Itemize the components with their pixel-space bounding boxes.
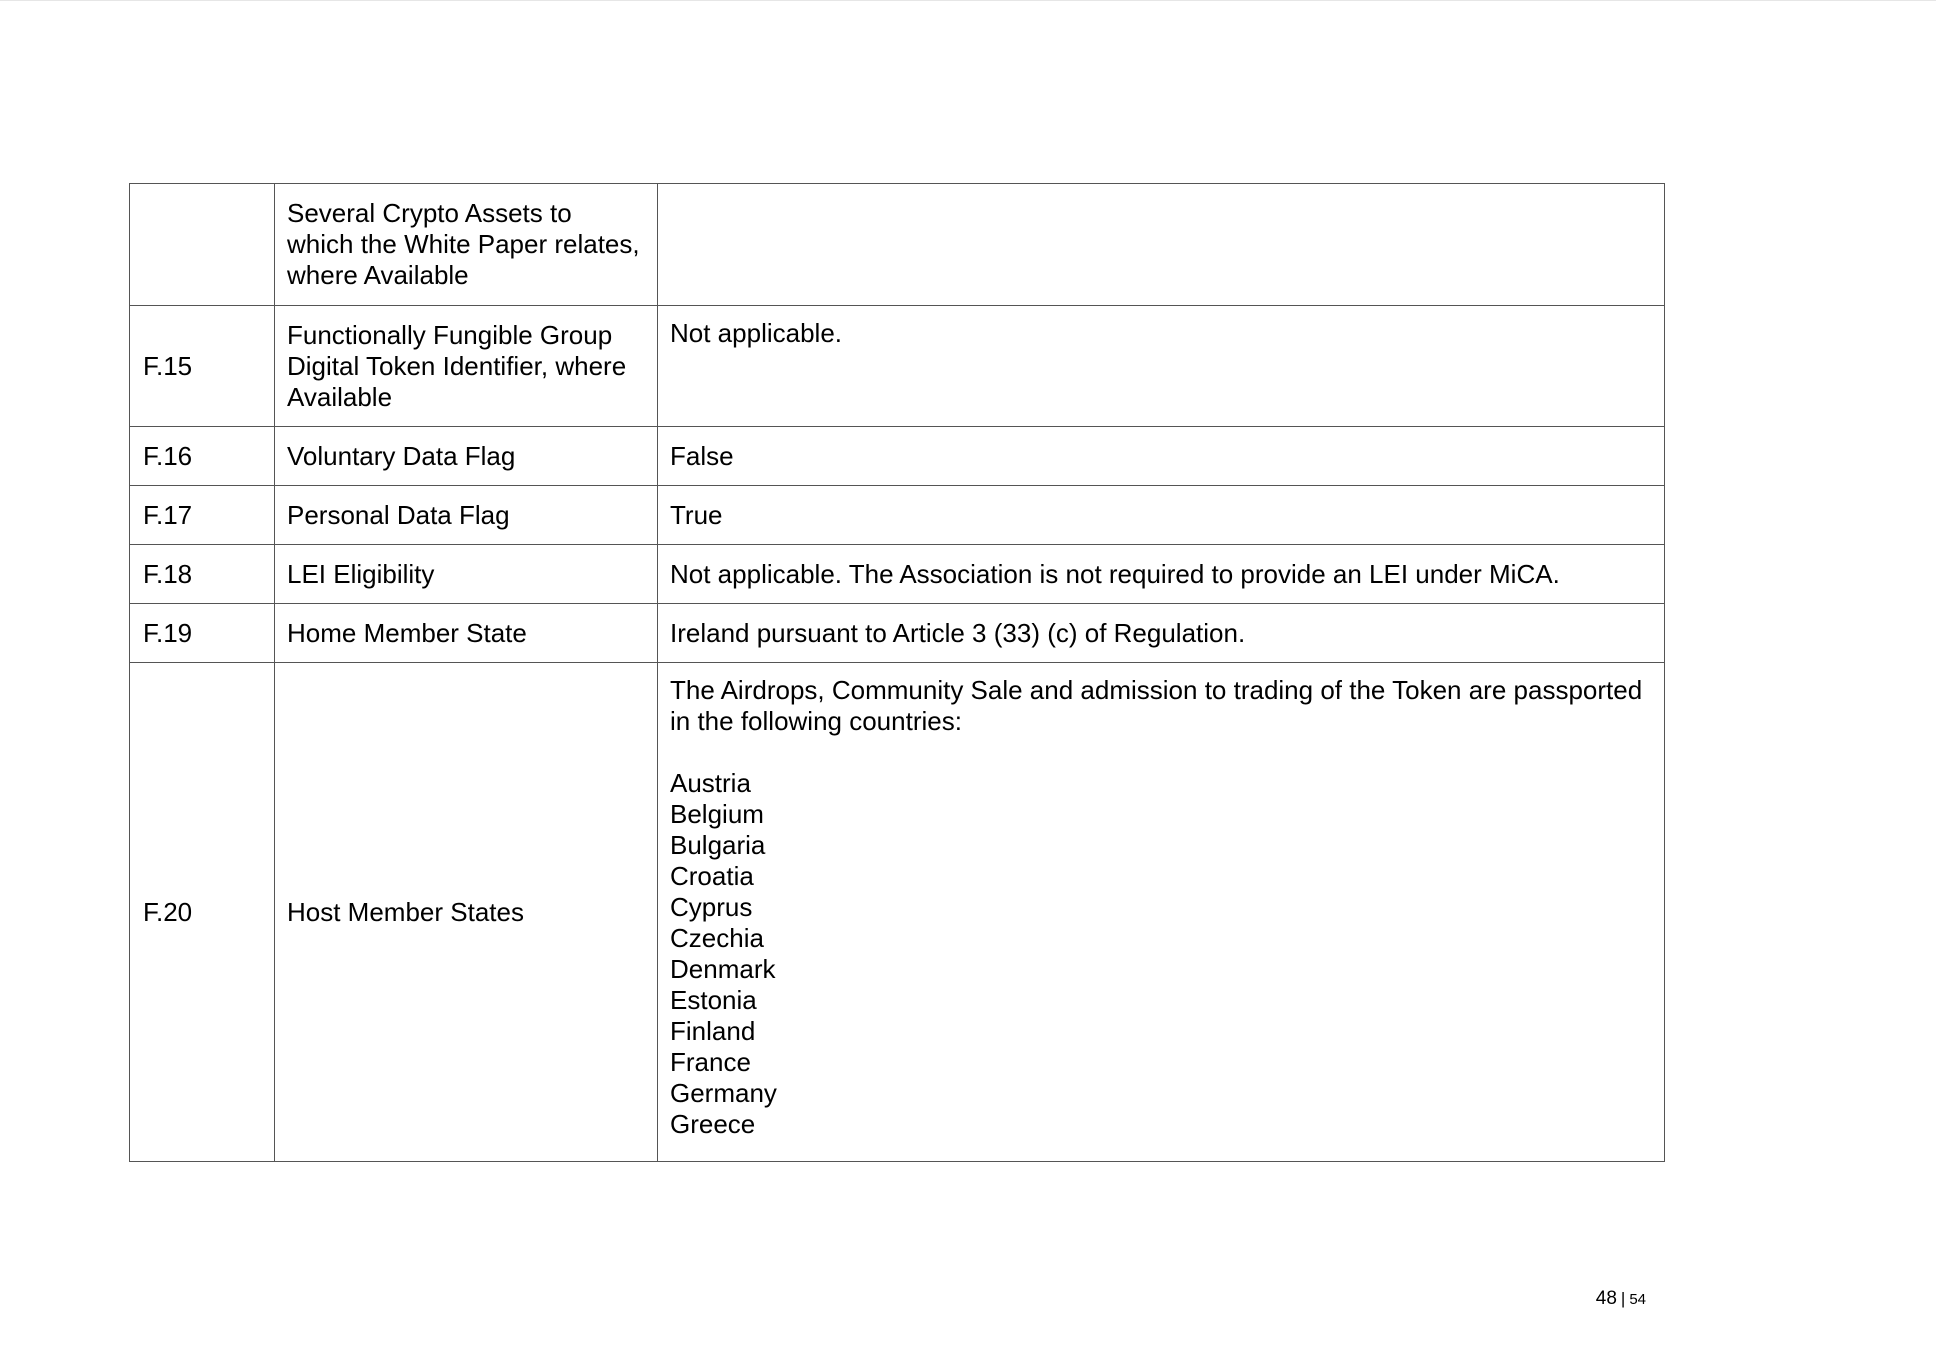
row-value-cell: Ireland pursuant to Article 3 (33) (c) of Regulation. [658, 604, 1665, 663]
country-item: Belgium [670, 799, 764, 829]
row-id-cell [130, 184, 275, 306]
country-item: Germany [670, 1078, 777, 1108]
table-row [130, 306, 1665, 427]
page-separator: | [1620, 1289, 1626, 1308]
country-list [670, 768, 1652, 1140]
row-value-cell: False [658, 427, 1665, 486]
row-id-cell: F.15 [130, 306, 275, 427]
page-number [1596, 1288, 1646, 1311]
table-row [130, 663, 1665, 1162]
country-item: Bulgaria [670, 830, 766, 860]
country-item: France [670, 1047, 751, 1077]
table-row [130, 604, 1665, 663]
page-total: 54 [1629, 1291, 1646, 1308]
country-item: Czechia [670, 923, 764, 953]
country-item: Denmark [670, 954, 776, 984]
row-id-cell: F.16 [130, 427, 275, 486]
country-item: Austria [670, 768, 751, 798]
row-id-cell: F.19 [130, 604, 275, 663]
country-item: Finland [670, 1016, 756, 1046]
country-item: Croatia [670, 861, 754, 891]
table-row [130, 184, 1665, 306]
row-field-cell: Home Member State [275, 604, 658, 663]
page-top-edge [0, 0, 1936, 1]
row-value-cell: Not applicable. The Association is not required to provide an LEI under MiCA. [658, 545, 1665, 604]
table-row [130, 486, 1665, 545]
row-id-cell: F.18 [130, 545, 275, 604]
row-field-cell: Functionally Fungible Group Digital Token Identifier, where Available [275, 306, 658, 427]
row-field-cell: Personal Data Flag [275, 486, 658, 545]
page-current: 48 [1595, 1288, 1617, 1309]
row-field-cell: Voluntary Data Flag [275, 427, 658, 486]
row-value-cell: True [658, 486, 1665, 545]
row-field-cell: LEI Eligibility [275, 545, 658, 604]
country-item: Greece [670, 1109, 756, 1139]
table-row [130, 545, 1665, 604]
row-field-cell: Several Crypto Assets to which the White Paper relates, where Available [275, 184, 658, 306]
row-value-cell: Not applicable. [658, 306, 1665, 427]
host-states-value-cell [658, 663, 1665, 1162]
row-value-cell [658, 184, 1665, 306]
host-states-intro: The Airdrops, Community Sale and admission to trading of the Token are passported in the following countries: [670, 675, 1643, 736]
host-member-table [129, 183, 1665, 1162]
row-id-cell: F.17 [130, 486, 275, 545]
country-item: Estonia [670, 985, 757, 1015]
row-field-cell: Host Member States [275, 663, 658, 1162]
country-item: Cyprus [670, 892, 753, 922]
table-row [130, 427, 1665, 486]
row-id-cell: F.20 [130, 663, 275, 1162]
